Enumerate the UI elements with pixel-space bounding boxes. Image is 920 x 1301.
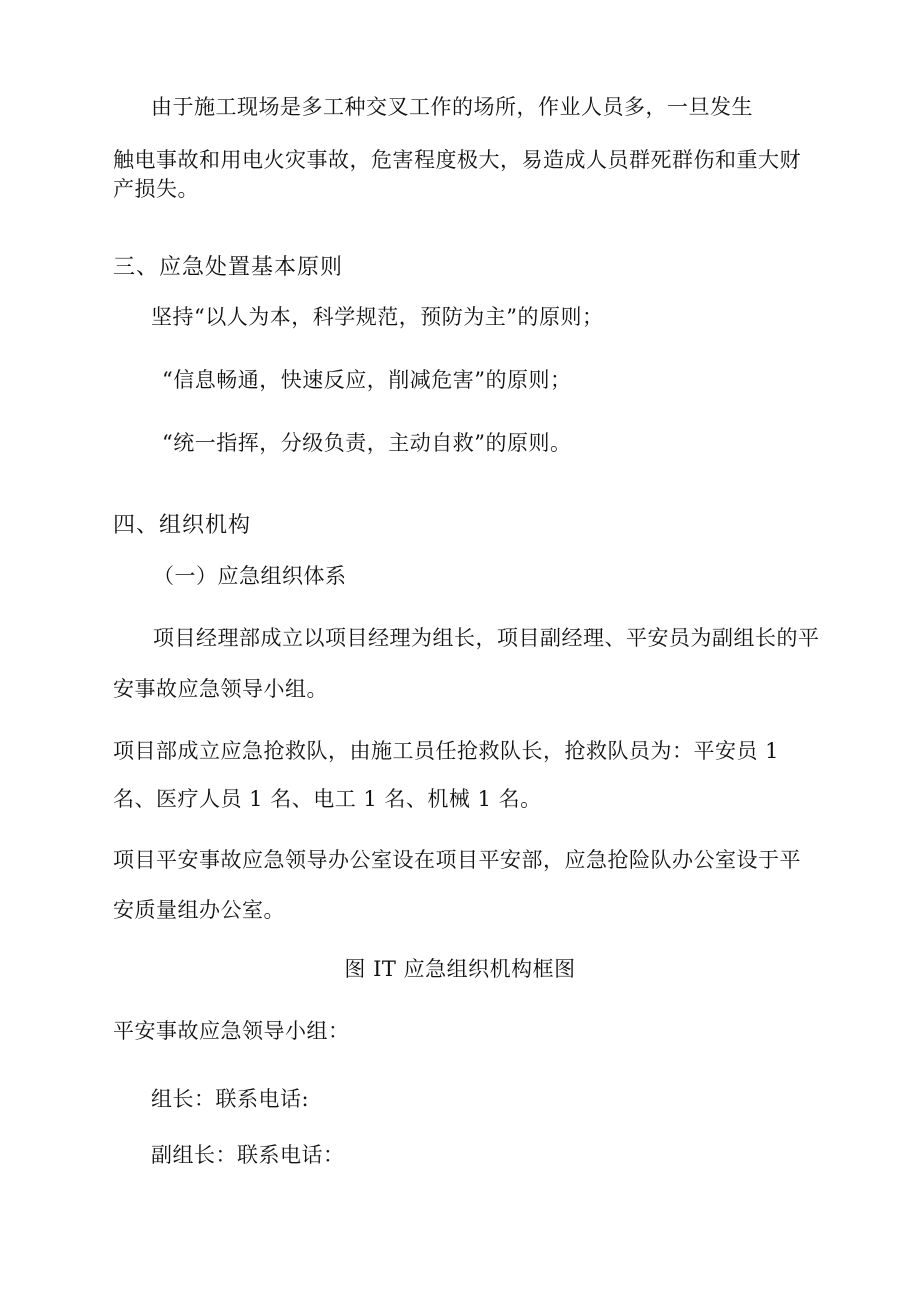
org-para3-line2: 安质量组办公室。 — [113, 898, 285, 922]
section4-subheading: （一）应急组织体系 — [153, 564, 347, 588]
principle-1: 坚持“以人为本，科学规范，预防为主”的原则； — [151, 305, 604, 329]
group-title: 平安事故应急领导小组： — [113, 1019, 350, 1043]
principle-3: “统一指挥，分级负责，主动自救”的原则。 — [162, 431, 572, 455]
figure-caption: 图 IT 应急组织机构框图 — [344, 957, 576, 981]
principle-2: “信息畅通，快速反应，削减危害”的原则； — [162, 368, 572, 392]
section4-heading: 四、组织机构 — [113, 513, 252, 538]
deputy-contact: 副组长：联系电话： — [151, 1143, 345, 1167]
org-para2-line1: 项目部成立应急抢救队，由施工员任抢救队长，抢救队员为：平安员 1 — [113, 739, 780, 763]
para1-line3: 产损失。 — [113, 177, 199, 201]
org-para3-line1: 项目平安事故应急领导办公室设在项目平安部，应急抢险队办公室设于平 — [113, 848, 801, 872]
section3-heading: 三、应急处置基本原则 — [113, 255, 344, 280]
org-para2-line2: 名、医疗人员 1 名、电工 1 名、机械 1 名。 — [113, 787, 542, 811]
para1-line2: 触电事故和用电火灾事故，危害程度极大，易造成人员群死群伤和重大财 — [113, 148, 801, 172]
para1-line1: 由于施工现场是多工种交叉工作的场所，作业人员多，一旦发生 — [151, 95, 753, 119]
leader-contact: 组长：联系电话: — [151, 1087, 310, 1111]
org-para1-line1: 项目经理部成立以项目经理为组长，项目副经理、平安员为副组长的平 — [153, 626, 820, 650]
org-para1-line2: 安事故应急领导小组。 — [113, 677, 328, 701]
